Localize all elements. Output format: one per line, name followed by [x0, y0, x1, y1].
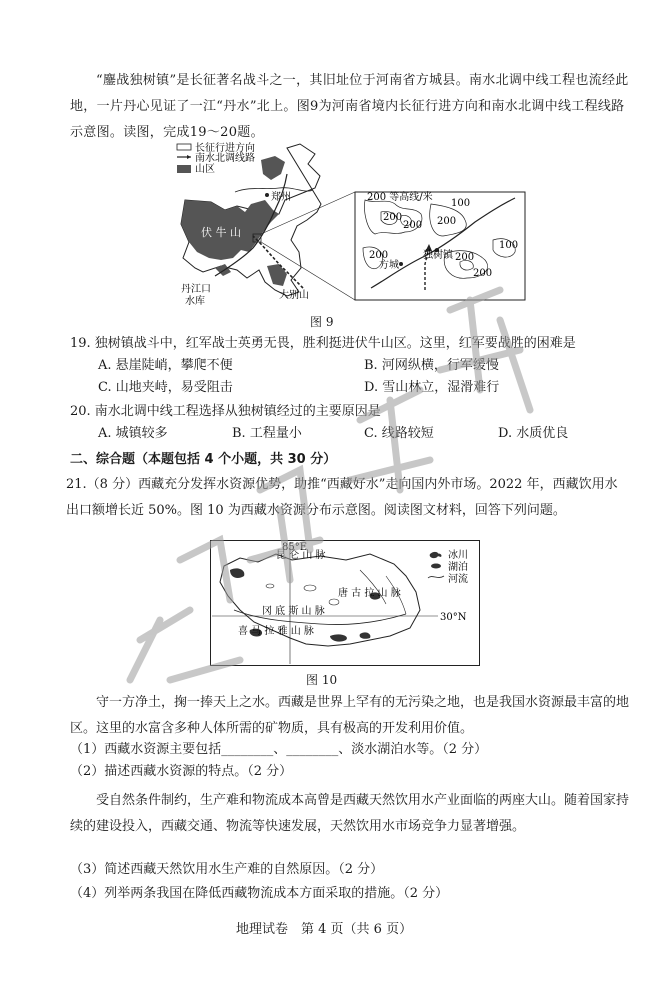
svg-text:200: 200: [437, 216, 457, 227]
q19-option-c: C. 山地夹峙，易受阻击: [98, 380, 233, 395]
figure-9-map: [175, 140, 535, 312]
q21-sub-3: （3）简述西藏天然饮用水生产难的自然原因。（2 分）: [70, 862, 384, 877]
q19-option-b: B. 河网纵横，行军缓慢: [364, 358, 499, 373]
legend-mountain: 山区: [195, 164, 215, 175]
svg-text:200: 200: [403, 220, 423, 231]
page-footer: 地理试卷 第 4 页（共 6 页）: [236, 922, 413, 937]
q20-option-a: A. 城镇较多: [98, 426, 168, 441]
label-dushu: 独树镇: [423, 250, 453, 261]
legend-glacier: 冰川: [448, 550, 468, 561]
label-gangdise: 冈 底 斯 山 脉: [262, 606, 325, 617]
svg-text:100: 100: [499, 240, 519, 251]
q19-option-a: A. 悬崖陡峭，攀爬不便: [98, 358, 233, 373]
svg-text:100: 100: [451, 198, 471, 209]
q19-stem: 19. 独树镇战斗中，红军战士英勇无畏，胜利挺进伏牛山区。这里，红军要战胜的困难是: [70, 336, 576, 351]
q21-material-2: 受自然条件制约，生产难和物流成本高曾是西藏天然饮用水产业面临的两座大山。随着国家持续的建设投入，西藏交通、物流等快速发展，天然饮用水市场竞争力显著增强。: [70, 793, 630, 834]
label-kunlun: 昆 仑 山 脉: [276, 550, 326, 561]
q21-stem: 21.（8 分）西藏充分发挥水资源优势，助推“西藏好水”走向国内外市场。2022 年，西藏饮用水出口额增长近 50%。图 10 为西藏水资源分布示意图。阅读图文材料，回答下列问题。: [66, 477, 618, 518]
svg-text:200: 200: [473, 268, 493, 279]
legend-river: 河流: [448, 574, 468, 585]
q20-option-b: B. 工程量小: [232, 426, 302, 441]
section-2-heading: 二、综合题（本题包括 4 个小题，共 30 分）: [70, 452, 337, 467]
label-dabie: 大别山: [279, 290, 309, 301]
label-tanggula: 唐 古 拉 山 脉: [338, 588, 401, 599]
label-ximalaya: 喜 马 拉 雅 山 脉: [238, 626, 314, 637]
q20-option-c: C. 线路较短: [364, 426, 434, 441]
label-fangcheng: 方城: [379, 260, 399, 271]
svg-text:200: 200: [383, 212, 403, 223]
label-zhengzhou: 郑州: [271, 192, 291, 203]
figure-10-map: [210, 540, 480, 666]
intro-paragraph: “鏖战独树镇”是长征著名战斗之一，其旧址位于河南省方城县。南水北调中线工程也流经此地，一片丹心见证了一江“丹水”北上。图9为河南省境内长征行进方向和南水北调中线工程线路示意图。读图，完成19～20题。: [70, 73, 629, 140]
label-funiu: 伏 牛 山: [201, 226, 241, 239]
q21-sub-2: （2）描述西藏水资源的特点。（2 分）: [70, 764, 293, 779]
q21-material-1: 守一方净土，掬一捧天上之水。西藏是世界上罕有的无污染之地，也是我国水资源最丰富的地区。这里的水富含多种人体所需的矿物质，具有极高的开发利用价值。: [70, 695, 630, 736]
svg-text:水库: 水库: [185, 296, 205, 307]
label-contour-legend: 200 等高线/米: [367, 192, 433, 203]
figure-9-caption: 图 9: [310, 315, 334, 329]
svg-text:200: 200: [369, 250, 389, 261]
q20-stem: 20. 南水北调中线工程选择从独树镇经过的主要原因是: [70, 404, 381, 419]
legend-water-route: 南水北调线路: [195, 153, 255, 164]
svg-text:200: 200: [455, 252, 475, 263]
q21-sub-1: （1）西藏水资源主要包括________、________、淡水湖泊水等。（2 分）: [70, 742, 488, 757]
q19-option-d: D. 雪山林立，湿滑难行: [364, 380, 500, 395]
q21-sub-4: （4）列举两条我国在降低西藏物流成本方面采取的措施。（2 分）: [70, 886, 449, 901]
legend-long-march: 长征行进方向: [195, 143, 255, 154]
label-30n: 30°N: [440, 612, 467, 623]
q20-option-d: D. 水质优良: [498, 426, 569, 441]
label-danjiangkou: 丹江口: [181, 284, 211, 295]
figure-10-caption: 图 10: [306, 673, 338, 687]
legend-lake: 湖泊: [448, 562, 468, 573]
label-85e: 85°E: [282, 542, 308, 553]
